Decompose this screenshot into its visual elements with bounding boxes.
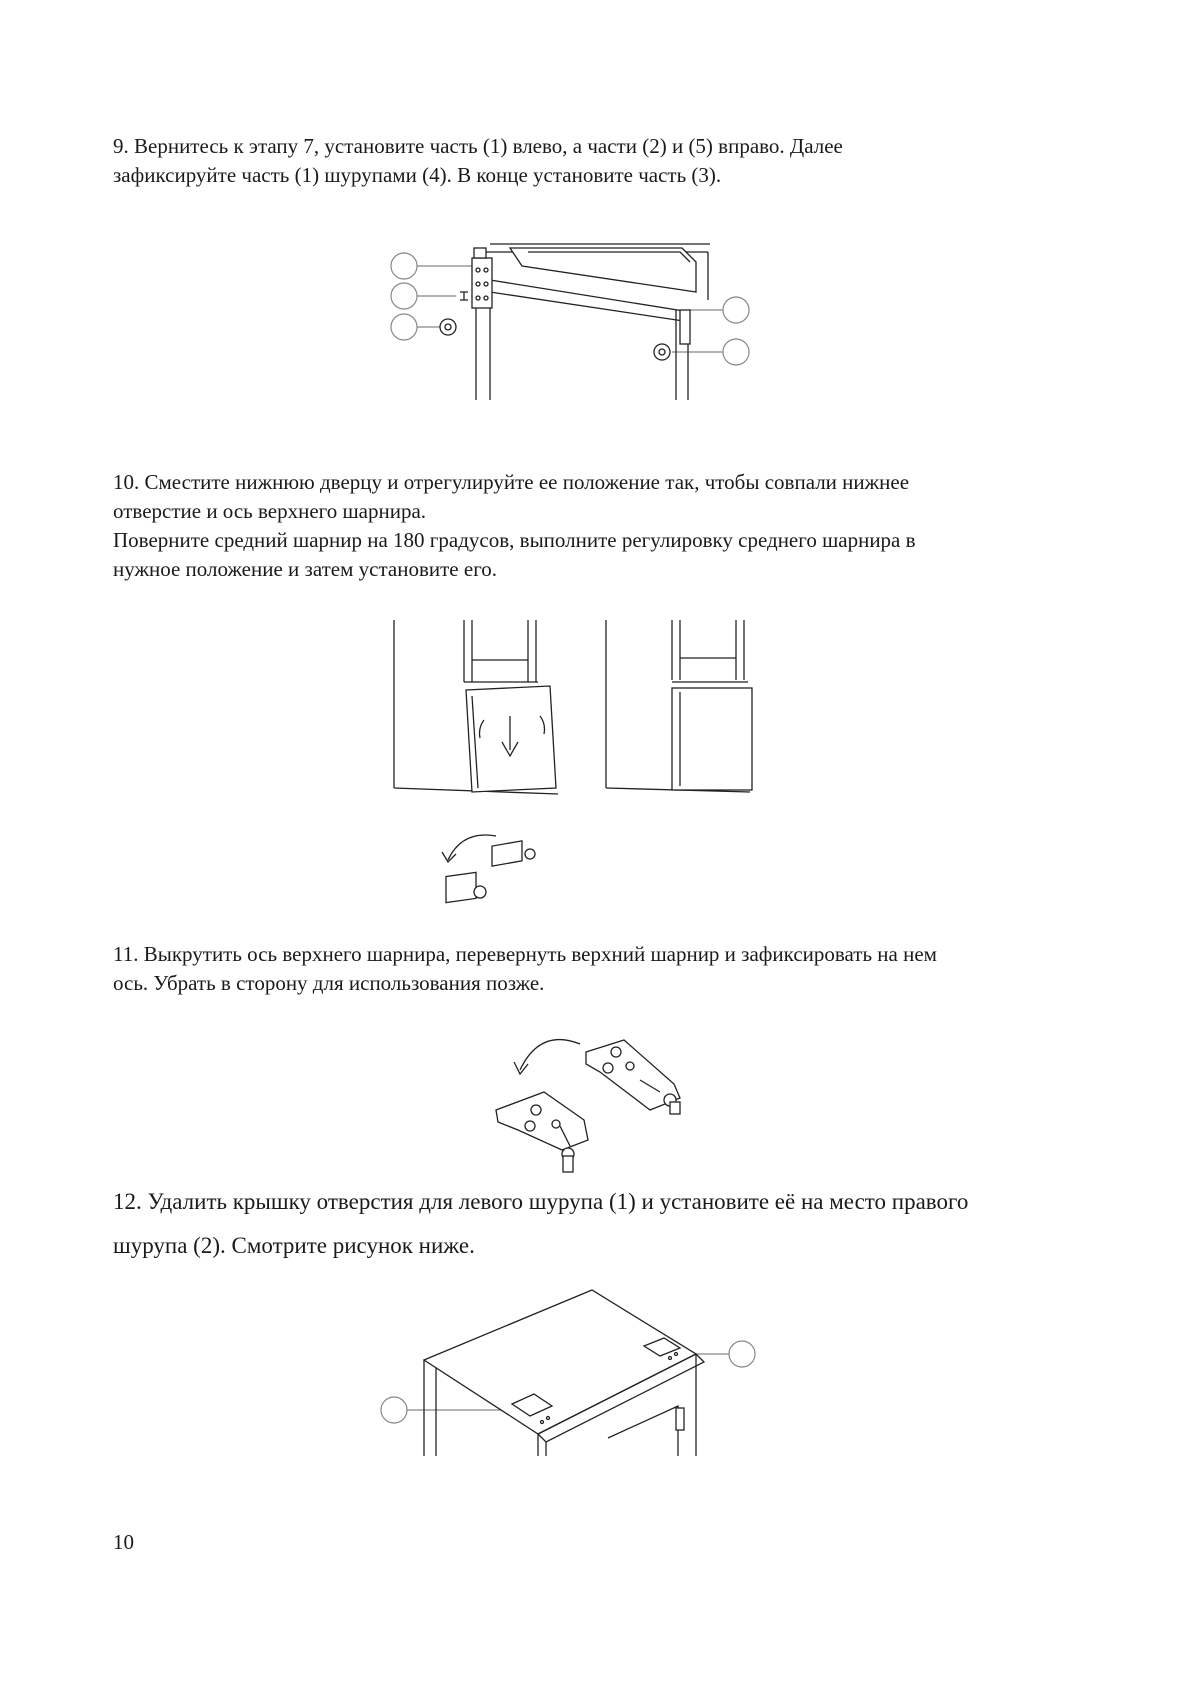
hinge-upper <box>586 1040 680 1114</box>
step-10-line-4: нужное положение и затем установите его. <box>113 557 498 581</box>
step-11-line-2: ось. Убрать в сторону для использования позже. <box>113 971 545 995</box>
figure-step-10-door-shift <box>390 620 580 800</box>
hinge-lower <box>496 1092 588 1172</box>
step-9-line-1: 9. Вернитесь к этапу 7, установите часть (1) влево, а части (2) и (5) вправо. Далее <box>113 134 843 158</box>
step-9-line-2: зафиксируйте часть (1) шурупами (4). В конце установите часть (3). <box>113 163 722 187</box>
step-12-line-2: шурупа (2). Смотрите рисунок ниже. <box>113 1233 475 1258</box>
cabinet-frame <box>476 244 710 400</box>
step-9-text <box>113 132 843 190</box>
figure-step-10-door-installed <box>600 620 770 800</box>
figure-step-10-hinge-rotate <box>436 828 546 908</box>
step-12-line-1: 12. Удалить крышку отверстия для левого шурупа (1) и установите её на место правого <box>113 1189 969 1214</box>
hinge-plate <box>472 248 492 308</box>
step-10-text <box>113 468 916 584</box>
figure-step-11-hinge-flip <box>490 1030 710 1180</box>
step-10-line-3: Поверните средний шарнир на 180 градусов, выполните регулировку среднего шарнира в <box>113 528 916 552</box>
step-10-line-1: 10. Сместите нижнюю дверцу и отрегулируйте ее положение так, чтобы совпали нижнее <box>113 470 910 494</box>
page-number: 10 <box>113 1530 134 1554</box>
step-11-text <box>113 940 937 998</box>
step-11-line-1: 11. Выкрутить ось верхнего шарнира, перевернуть верхний шарнир и зафиксировать на нем <box>113 942 937 966</box>
figure-step-9 <box>390 240 760 405</box>
figure-step-12-cabinet-top <box>378 1288 778 1458</box>
step-10-line-2: отверстие и ось верхнего шарнира. <box>113 499 427 523</box>
step-12-text <box>113 1180 968 1268</box>
